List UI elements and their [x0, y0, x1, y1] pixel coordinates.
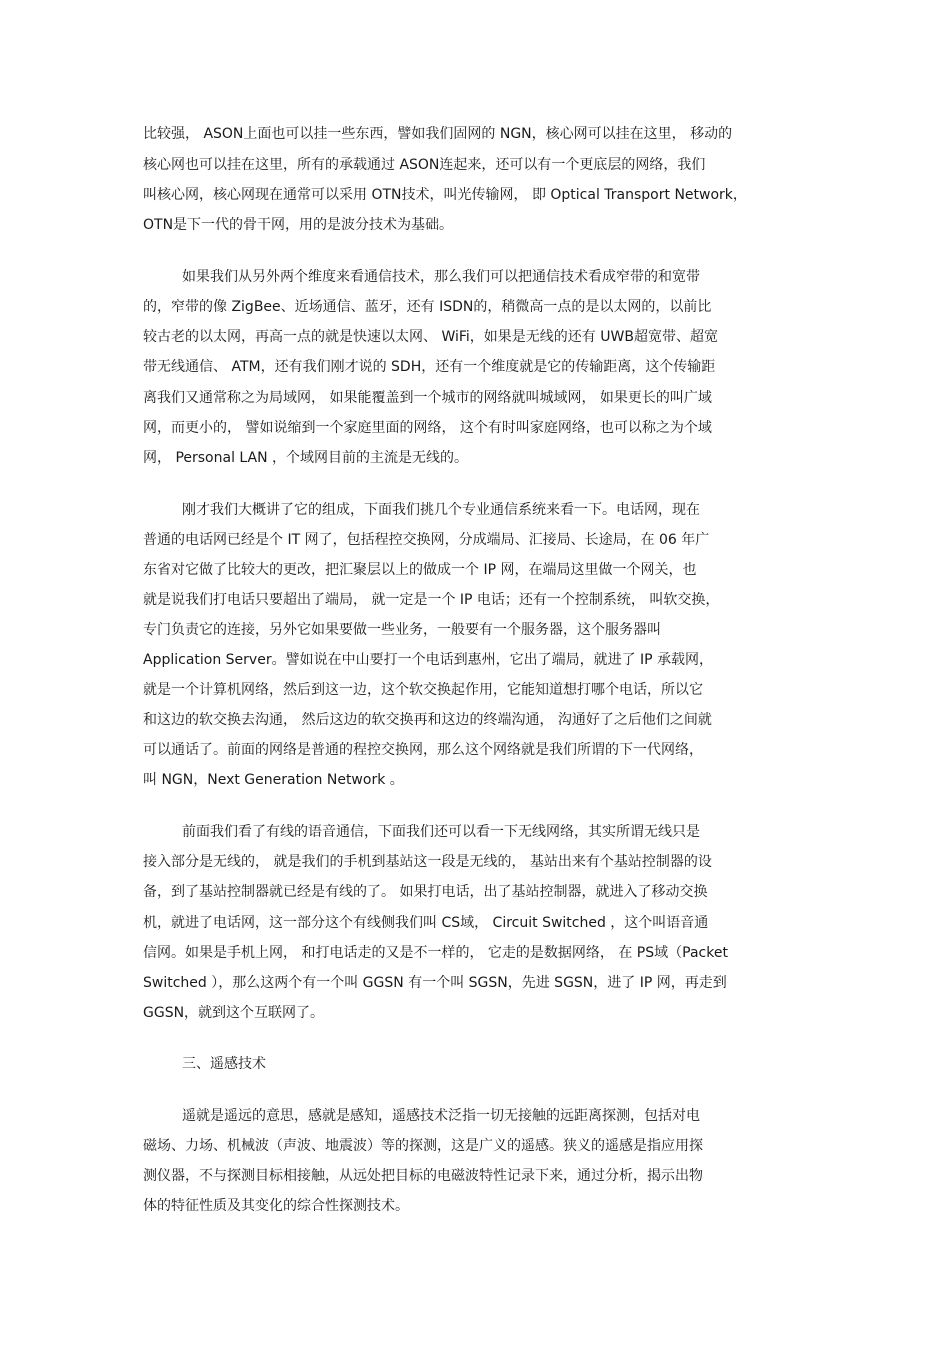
- text-line: GGSN，就到这个互联网了。: [143, 1005, 325, 1021]
- text-line: 专门负责它的连接，另外它如果要做一些业务，一般要有一个服务器，这个服务器叫: [143, 622, 661, 638]
- text-line: 网， Personal LAN ，个域网目前的主流是无线的。: [143, 450, 469, 466]
- text-line: 网，而更小的， 譬如说缩到一个家庭里面的网络， 这个有时叫家庭网络，也可以称之为个域: [143, 420, 712, 436]
- text-line: 普通的电话网已经是个 IT 网了，包括程控交换网，分成端局、汇接局、长途局，在 06 年广: [143, 532, 710, 548]
- text-line: 比较强， ASON上面也可以挂一些东西，譬如我们固网的 NGN，核心网可以挂在这里， 移动的: [143, 126, 733, 142]
- text-line: 如果我们从另外两个维度来看通信技术，那么我们可以把通信技术看成窄带的和宽带: [182, 269, 700, 285]
- text-line: 可以通话了。前面的网络是普通的程控交换网，那么这个网络就是我们所谓的下一代网络，: [143, 742, 703, 758]
- text-line: 的，窄带的像 ZigBee、近场通信、蓝牙，还有 ISDN的，稍微高一点的是以太网的，以前比: [143, 299, 712, 315]
- text-line: 接入部分是无线的， 就是我们的手机到基站这一段是无线的， 基站出来有个基站控制器的设: [143, 854, 712, 870]
- text-line: 就是说我们打电话只要超出了端局， 就一定是一个 IP 电话；还有一个控制系统， 叫软交换，: [143, 592, 720, 608]
- text-line: 体的特征性质及其变化的综合性探测技术。: [143, 1198, 409, 1214]
- text-line: Application Server。譬如说在中山要打一个电话到惠州，它出了端局，就进了 IP 承载网，: [143, 652, 714, 668]
- text-line: Switched ），那么这两个有一个叫 GGSN 有一个叫 SGSN，先进 SGSN，进了 IP 网，再走到: [143, 975, 727, 991]
- text-line: 机，就进了电话网，这一部分这个有线侧我们叫 CS域， Circuit Switched ，这个叫语音通: [143, 915, 709, 931]
- text-line: 测仪器，不与探测目标相接触，从远处把目标的电磁波特性记录下来，通过分析，揭示出物: [143, 1168, 703, 1184]
- text-line: 备，到了基站控制器就已经是有线的了。 如果打电话，出了基站控制器，就进入了移动交换: [143, 884, 708, 900]
- text-line: 东省对它做了比较大的更改，把汇聚层以上的做成一个 IP 网，在端局这里做一个网关，也: [143, 562, 697, 578]
- text-line: 前面我们看了有线的语音通信，下面我们还可以看一下无线网络，其实所谓无线只是: [182, 824, 700, 840]
- text-line: 磁场、力场、机械波（声波、地震波）等的探测，这是广义的遥感。狭义的遥感是指应用探: [143, 1138, 703, 1154]
- text-line: 叫核心网，核心网现在通常可以采用 OTN技术，叫光传输网， 即 Optical Transport Network，: [143, 187, 747, 203]
- text-line: 遥就是遥远的意思，感就是感知，遥感技术泛指一切无接触的远距离探测，包括对电: [182, 1108, 700, 1124]
- text-line: 信网。如果是手机上网， 和打电话走的又是不一样的， 它走的是数据网络， 在 PS域（Packet: [143, 945, 728, 961]
- text-line: 叫 NGN，Next Generation Network 。: [143, 772, 404, 788]
- text-line: OTN是下一代的骨干网，用的是波分技术为基础。: [143, 217, 454, 233]
- text-line: 核心网也可以挂在这里，所有的承载通过 ASON连起来，还可以有一个更底层的网络，我们: [143, 157, 706, 173]
- text-line: 离我们又通常称之为局域网， 如果能覆盖到一个城市的网络就叫城域网， 如果更长的叫广域: [143, 390, 712, 406]
- text-line: 和这边的软交换去沟通， 然后这边的软交换再和这边的终端沟通， 沟通好了之后他们之间就: [143, 712, 712, 728]
- text-line: 刚才我们大概讲了它的组成，下面我们挑几个专业通信系统来看一下。电话网，现在: [182, 502, 700, 518]
- text-line: 带无线通信、 ATM，还有我们刚才说的 SDH，还有一个维度就是它的传输距离，这个传输距: [143, 359, 716, 375]
- section-heading: 三、遥感技术: [182, 1056, 266, 1072]
- text-line: 较古老的以太网，再高一点的就是快速以太网、 WiFi，如果是无线的还有 UWB超宽带、超宽: [143, 329, 718, 345]
- text-line: 就是一个计算机网络，然后到这一边，这个软交换起作用，它能知道想打哪个电话，所以它: [143, 682, 703, 698]
